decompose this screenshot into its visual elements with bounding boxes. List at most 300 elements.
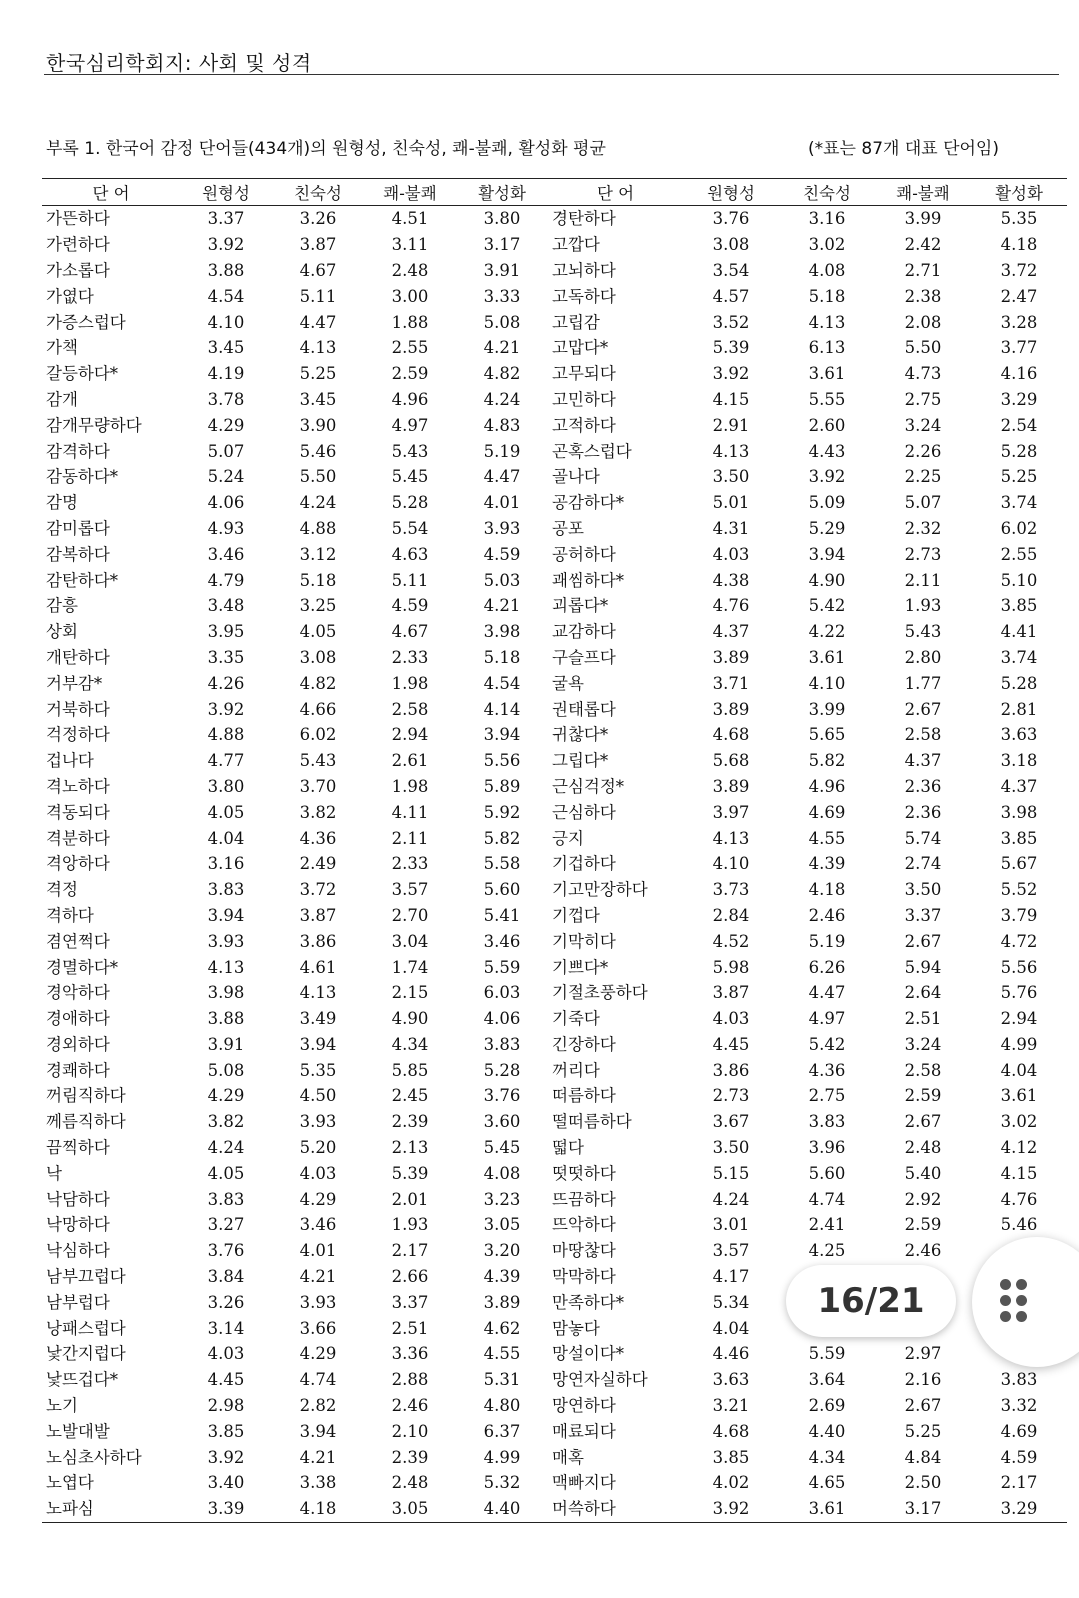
value-cell: 3.94	[299, 1034, 337, 1054]
word-cell: 격노하다	[46, 776, 110, 796]
column-header: 활성화	[456, 179, 548, 206]
value-cell: 5.60	[808, 1163, 846, 1183]
value-cell: 5.46	[299, 441, 337, 461]
value-cell: 4.13	[808, 312, 846, 332]
value-cell: 4.24	[483, 389, 521, 409]
table-row	[42, 799, 1067, 825]
value-cell: 3.94	[207, 905, 245, 925]
word-cell: 낙담하다	[46, 1189, 110, 1209]
value-cell: 5.94	[904, 957, 942, 977]
word-cell: 공감하다*	[552, 493, 625, 513]
value-cell: 5.39	[712, 338, 750, 358]
value-cell: 2.91	[712, 415, 750, 435]
word-cell: 거부감*	[46, 673, 103, 693]
table-row	[42, 567, 1067, 593]
word-cell: 고민하다	[552, 389, 616, 409]
value-cell: 5.46	[1000, 1215, 1038, 1235]
value-cell: 5.82	[483, 828, 521, 848]
table-row	[42, 645, 1067, 671]
value-cell: 3.85	[712, 1447, 750, 1467]
value-cell: 5.01	[712, 493, 750, 513]
value-cell: 3.24	[904, 415, 942, 435]
word-cell: 격앙하다	[46, 854, 110, 874]
value-cell: 5.43	[391, 441, 429, 461]
value-cell: 4.90	[808, 570, 846, 590]
word-cell: 매료되다	[552, 1421, 616, 1441]
value-cell: 1.98	[391, 673, 429, 693]
value-cell: 5.08	[207, 1060, 245, 1080]
value-cell: 4.46	[712, 1344, 750, 1364]
value-cell: 2.17	[391, 1241, 429, 1261]
value-cell: 2.67	[904, 1396, 942, 1416]
value-cell: 3.83	[207, 1189, 245, 1209]
word-cell: 감흥	[46, 596, 78, 616]
value-cell: 4.05	[207, 802, 245, 822]
value-cell: 4.29	[207, 415, 245, 435]
value-cell: 2.67	[904, 931, 942, 951]
value-cell: 5.28	[1000, 441, 1038, 461]
value-cell: 3.12	[299, 544, 337, 564]
value-cell: 4.29	[299, 1189, 337, 1209]
word-cell: 떳떳하다	[552, 1163, 616, 1183]
word-cell: 기절초풍하다	[552, 983, 648, 1003]
value-cell: 2.59	[391, 364, 429, 384]
value-cell: 2.25	[904, 467, 942, 487]
value-cell: 5.11	[299, 286, 337, 306]
value-cell: 3.72	[1000, 260, 1038, 280]
table-row	[42, 774, 1067, 800]
value-cell: 2.36	[904, 776, 942, 796]
value-cell: 3.85	[1000, 828, 1038, 848]
column-header: 친숙성	[272, 179, 364, 206]
value-cell: 2.42	[904, 235, 942, 255]
value-cell: 4.29	[207, 1086, 245, 1106]
value-cell: 4.40	[808, 1421, 846, 1441]
value-cell: 2.46	[808, 905, 846, 925]
value-cell: 4.06	[207, 493, 245, 513]
value-cell: 3.96	[808, 1138, 846, 1158]
value-cell: 3.70	[299, 776, 337, 796]
column-header: 단 어	[548, 179, 683, 206]
value-cell: 4.03	[712, 544, 750, 564]
value-cell: 5.98	[712, 957, 750, 977]
value-cell: 4.21	[483, 596, 521, 616]
value-cell: 4.24	[207, 1138, 245, 1158]
value-cell: 2.67	[904, 1112, 942, 1132]
value-cell: 2.38	[904, 286, 942, 306]
word-cell: 갈등하다*	[46, 364, 119, 384]
table-row	[42, 232, 1067, 258]
table-row	[42, 748, 1067, 774]
table-row	[42, 954, 1067, 980]
value-cell: 3.05	[364, 1496, 456, 1522]
value-cell: 4.84	[904, 1447, 942, 1467]
value-cell: 3.40	[207, 1473, 245, 1493]
value-cell: 3.92	[712, 364, 750, 384]
value-cell: 4.36	[808, 1060, 846, 1080]
table-row	[42, 696, 1067, 722]
value-cell: 5.76	[1000, 983, 1038, 1003]
word-cell: 경탄하다	[552, 209, 616, 229]
value-cell: 3.29	[1000, 389, 1038, 409]
value-cell: 3.83	[808, 1112, 846, 1132]
word-cell: 귀찮다*	[552, 725, 609, 745]
table-row	[42, 1135, 1067, 1161]
word-cell: 꺼림직하다	[46, 1086, 126, 1106]
table-row	[42, 593, 1067, 619]
value-cell: 4.90	[391, 1009, 429, 1029]
word-cell: 망연하다	[552, 1396, 616, 1416]
value-cell: 3.97	[712, 802, 750, 822]
value-cell: 2.46	[904, 1241, 942, 1261]
word-cell: 상회	[46, 622, 78, 642]
table-row	[42, 1393, 1067, 1419]
value-cell: 4.11	[391, 802, 429, 822]
value-cell: 2.81	[1000, 699, 1038, 719]
word-cell: 개탄하다	[46, 647, 110, 667]
value-cell: 4.47	[299, 312, 337, 332]
word-cell: 낭패스럽다	[46, 1318, 126, 1338]
word-cell: 긴장하다	[552, 1034, 616, 1054]
word-cell: 근심하다	[552, 802, 616, 822]
value-cell: 5.34	[712, 1292, 750, 1312]
table-row	[42, 1186, 1067, 1212]
value-cell: 3.66	[299, 1318, 337, 1338]
value-cell: 3.64	[808, 1370, 846, 1390]
word-cell: 뜨악하다	[552, 1215, 616, 1235]
value-cell: 2.71	[904, 260, 942, 280]
word-cell: 공포	[552, 518, 584, 538]
value-cell: 4.67	[391, 622, 429, 642]
value-cell: 4.13	[712, 441, 750, 461]
value-cell: 4.59	[1000, 1447, 1038, 1467]
value-cell: 4.51	[391, 209, 429, 229]
value-cell: 3.89	[712, 699, 750, 719]
value-cell: 2.47	[1000, 286, 1038, 306]
page-indicator[interactable]: 16/21	[786, 1265, 956, 1337]
value-cell: 5.59	[808, 1344, 846, 1364]
value-cell: 4.18	[808, 880, 846, 900]
value-cell: 3.73	[712, 880, 750, 900]
value-cell: 2.49	[299, 854, 337, 874]
word-cell: 마땅찮다	[552, 1241, 616, 1261]
value-cell: 2.36	[904, 802, 942, 822]
word-cell: 긍지	[552, 828, 584, 848]
value-cell: 3.57	[712, 1241, 750, 1261]
word-cell: 머쓱하다	[548, 1496, 683, 1522]
word-cell: 경악하다	[46, 983, 110, 1003]
value-cell: 5.42	[808, 596, 846, 616]
value-cell: 4.14	[483, 699, 521, 719]
value-cell: 3.05	[483, 1215, 521, 1235]
value-cell: 3.92	[808, 467, 846, 487]
table-header-row	[42, 179, 1067, 206]
word-cell: 남부끄럽다	[46, 1267, 126, 1287]
value-cell: 4.38	[712, 570, 750, 590]
value-cell: 3.24	[904, 1034, 942, 1054]
value-cell: 5.28	[483, 1060, 521, 1080]
value-cell: 2.55	[1000, 544, 1038, 564]
value-cell: 3.50	[904, 880, 942, 900]
value-cell: 4.10	[808, 673, 846, 693]
value-cell: 4.74	[299, 1370, 337, 1390]
value-cell: 6.03	[483, 983, 521, 1003]
value-cell: 2.01	[391, 1189, 429, 1209]
value-cell: 2.59	[904, 1086, 942, 1106]
word-cell: 감개무량하다	[46, 415, 142, 435]
column-header: 쾌-불쾌	[875, 179, 971, 206]
value-cell: 3.61	[779, 1496, 875, 1522]
value-cell: 4.37	[904, 751, 942, 771]
value-cell: 3.92	[207, 1447, 245, 1467]
value-cell: 3.37	[904, 905, 942, 925]
value-cell: 3.98	[207, 983, 245, 1003]
value-cell: 4.08	[483, 1163, 521, 1183]
value-cell: 3.52	[712, 312, 750, 332]
table-row	[42, 1006, 1067, 1032]
table-row	[42, 464, 1067, 490]
value-cell: 4.55	[483, 1344, 521, 1364]
value-cell: 4.12	[1000, 1138, 1038, 1158]
word-cell: 겸연쩍다	[46, 931, 110, 951]
value-cell: 3.88	[207, 1009, 245, 1029]
value-cell: 5.35	[299, 1060, 337, 1080]
value-cell: 3.20	[483, 1241, 521, 1261]
value-cell: 3.74	[1000, 493, 1038, 513]
value-cell: 5.42	[808, 1034, 846, 1054]
value-cell: 3.76	[712, 209, 750, 229]
value-cell: 3.83	[1000, 1370, 1038, 1390]
value-cell: 3.45	[207, 338, 245, 358]
value-cell: 4.69	[1000, 1421, 1038, 1441]
word-cell: 노파심	[42, 1496, 180, 1522]
word-cell: 경쾌하다	[46, 1060, 110, 1080]
word-cell: 뜨끔하다	[552, 1189, 616, 1209]
value-cell: 4.68	[712, 1421, 750, 1441]
value-cell: 3.00	[391, 286, 429, 306]
word-cell: 감탄하다*	[46, 570, 119, 590]
value-cell: 4.96	[808, 776, 846, 796]
word-cell: 경애하다	[46, 1009, 110, 1029]
value-cell: 2.55	[391, 338, 429, 358]
word-cell: 낙심하다	[46, 1241, 110, 1261]
value-cell: 3.16	[207, 854, 245, 874]
value-cell: 3.57	[391, 880, 429, 900]
value-cell: 4.10	[207, 312, 245, 332]
table-row	[42, 928, 1067, 954]
value-cell: 4.03	[712, 1009, 750, 1029]
word-cell: 괘씸하다*	[552, 570, 625, 590]
value-cell: 3.17	[875, 1496, 971, 1522]
table-row	[42, 541, 1067, 567]
value-cell: 2.58	[904, 1060, 942, 1080]
value-cell: 3.38	[299, 1473, 337, 1493]
word-cell: 권태롭다	[552, 699, 616, 719]
value-cell: 4.18	[1000, 235, 1038, 255]
word-cell: 기막히다	[552, 931, 616, 951]
word-cell: 막막하다	[552, 1267, 616, 1287]
value-cell: 3.08	[712, 235, 750, 255]
word-cell: 격정	[46, 880, 78, 900]
value-cell: 3.60	[483, 1112, 521, 1132]
word-cell: 가련하다	[46, 235, 110, 255]
value-cell: 4.74	[808, 1189, 846, 1209]
table-row	[42, 490, 1067, 516]
table-row	[42, 206, 1067, 232]
value-cell: 3.72	[299, 880, 337, 900]
value-cell: 2.75	[904, 389, 942, 409]
table-row	[42, 361, 1067, 387]
value-cell: 3.61	[1000, 1086, 1038, 1106]
word-cell: 고독하다	[552, 286, 616, 306]
value-cell: 3.50	[712, 467, 750, 487]
value-cell: 2.58	[904, 725, 942, 745]
value-cell: 2.67	[904, 699, 942, 719]
word-cell: 기고만장하다	[552, 880, 648, 900]
value-cell: 4.55	[808, 828, 846, 848]
value-cell: 4.50	[299, 1086, 337, 1106]
word-cell: 고깝다	[552, 235, 600, 255]
value-cell: 2.10	[391, 1421, 429, 1441]
word-cell: 골나다	[552, 467, 600, 487]
value-cell: 2.17	[1000, 1473, 1038, 1493]
value-cell: 3.74	[1000, 647, 1038, 667]
value-cell: 3.85	[1000, 596, 1038, 616]
value-cell: 4.66	[299, 699, 337, 719]
value-cell: 4.25	[808, 1241, 846, 1261]
table-row	[42, 1109, 1067, 1135]
value-cell: 3.29	[971, 1496, 1067, 1522]
value-cell: 3.93	[207, 931, 245, 951]
value-cell: 1.93	[391, 1215, 429, 1235]
word-cell: 매혹	[552, 1447, 584, 1467]
value-cell: 4.82	[483, 364, 521, 384]
value-cell: 2.41	[808, 1215, 846, 1235]
value-cell: 4.17	[712, 1267, 750, 1287]
value-cell: 4.59	[483, 544, 521, 564]
value-cell: 3.11	[391, 235, 429, 255]
table-row	[42, 722, 1067, 748]
value-cell: 3.83	[483, 1034, 521, 1054]
word-cell: 기쁘다*	[552, 957, 609, 977]
value-cell: 2.61	[391, 751, 429, 771]
value-cell: 3.04	[391, 931, 429, 951]
value-cell: 4.03	[207, 1344, 245, 1364]
value-cell: 3.78	[207, 389, 245, 409]
value-cell: 3.94	[483, 725, 521, 745]
value-cell: 5.68	[712, 751, 750, 771]
value-cell: 5.43	[904, 622, 942, 642]
word-cell: 만족하다*	[552, 1292, 625, 1312]
value-cell: 3.89	[712, 647, 750, 667]
word-cell: 근심걱정*	[552, 776, 625, 796]
word-cell: 떠름하다	[552, 1086, 616, 1106]
table-row	[42, 877, 1067, 903]
value-cell: 4.04	[207, 828, 245, 848]
value-cell: 3.67	[712, 1112, 750, 1132]
value-cell: 2.50	[904, 1473, 942, 1493]
value-cell: 3.91	[207, 1034, 245, 1054]
value-cell: 5.25	[299, 364, 337, 384]
value-cell: 3.35	[207, 647, 245, 667]
table-row	[42, 387, 1067, 413]
value-cell: 5.28	[391, 493, 429, 513]
word-cell: 가증스럽다	[46, 312, 126, 332]
word-cell: 경외하다	[46, 1034, 110, 1054]
value-cell: 2.69	[808, 1396, 846, 1416]
value-cell: 3.26	[207, 1292, 245, 1312]
value-cell: 4.69	[808, 802, 846, 822]
value-cell: 5.15	[712, 1163, 750, 1183]
value-cell: 5.92	[483, 802, 521, 822]
value-cell: 4.54	[207, 286, 245, 306]
value-cell: 2.88	[391, 1370, 429, 1390]
table-row	[42, 1212, 1067, 1238]
value-cell: 2.94	[1000, 1009, 1038, 1029]
value-cell: 4.05	[207, 1163, 245, 1183]
value-cell: 2.26	[904, 441, 942, 461]
value-cell: 4.08	[808, 260, 846, 280]
table-row	[42, 825, 1067, 851]
value-cell: 4.79	[207, 570, 245, 590]
value-cell: 3.90	[299, 415, 337, 435]
word-cell: 거북하다	[46, 699, 110, 719]
value-cell: 5.40	[904, 1163, 942, 1183]
value-cell: 3.49	[299, 1009, 337, 1029]
value-cell: 4.83	[483, 415, 521, 435]
table-row	[42, 258, 1067, 284]
value-cell: 2.45	[391, 1086, 429, 1106]
value-cell: 3.94	[299, 1421, 337, 1441]
value-cell: 5.55	[808, 389, 846, 409]
word-cell: 낯뜨겁다*	[46, 1370, 119, 1390]
value-cell: 3.83	[207, 880, 245, 900]
table-row	[42, 1083, 1067, 1109]
value-cell: 3.26	[299, 209, 337, 229]
word-cell: 굴욕	[552, 673, 584, 693]
word-cell: 떫다	[552, 1138, 584, 1158]
table-note: (*표는 87개 대표 단어임)	[808, 139, 999, 159]
value-cell: 3.02	[1000, 1112, 1038, 1132]
value-cell: 4.63	[391, 544, 429, 564]
value-cell: 2.70	[391, 905, 429, 925]
value-cell: 5.19	[483, 441, 521, 461]
value-cell: 3.28	[1000, 312, 1038, 332]
value-cell: 4.45	[207, 1370, 245, 1390]
value-cell: 4.68	[712, 725, 750, 745]
value-cell: 3.91	[483, 260, 521, 280]
value-cell: 5.32	[483, 1473, 521, 1493]
value-cell: 3.89	[483, 1292, 521, 1312]
word-cell: 께름직하다	[46, 1112, 126, 1132]
value-cell: 3.37	[391, 1292, 429, 1312]
value-cell: 4.37	[712, 622, 750, 642]
word-cell: 노기	[46, 1396, 78, 1416]
word-cell: 가엾다	[46, 286, 94, 306]
word-cell: 기껍다	[552, 905, 600, 925]
value-cell: 3.87	[299, 905, 337, 925]
value-cell: 4.88	[299, 518, 337, 538]
word-cell: 구슬프다	[552, 647, 616, 667]
value-cell: 4.16	[1000, 364, 1038, 384]
value-cell: 5.25	[904, 1421, 942, 1441]
value-cell: 4.96	[391, 389, 429, 409]
value-cell: 3.98	[483, 622, 521, 642]
value-cell: 5.07	[904, 493, 942, 513]
value-cell: 4.73	[904, 364, 942, 384]
value-cell: 3.61	[808, 364, 846, 384]
value-cell: 4.39	[808, 854, 846, 874]
